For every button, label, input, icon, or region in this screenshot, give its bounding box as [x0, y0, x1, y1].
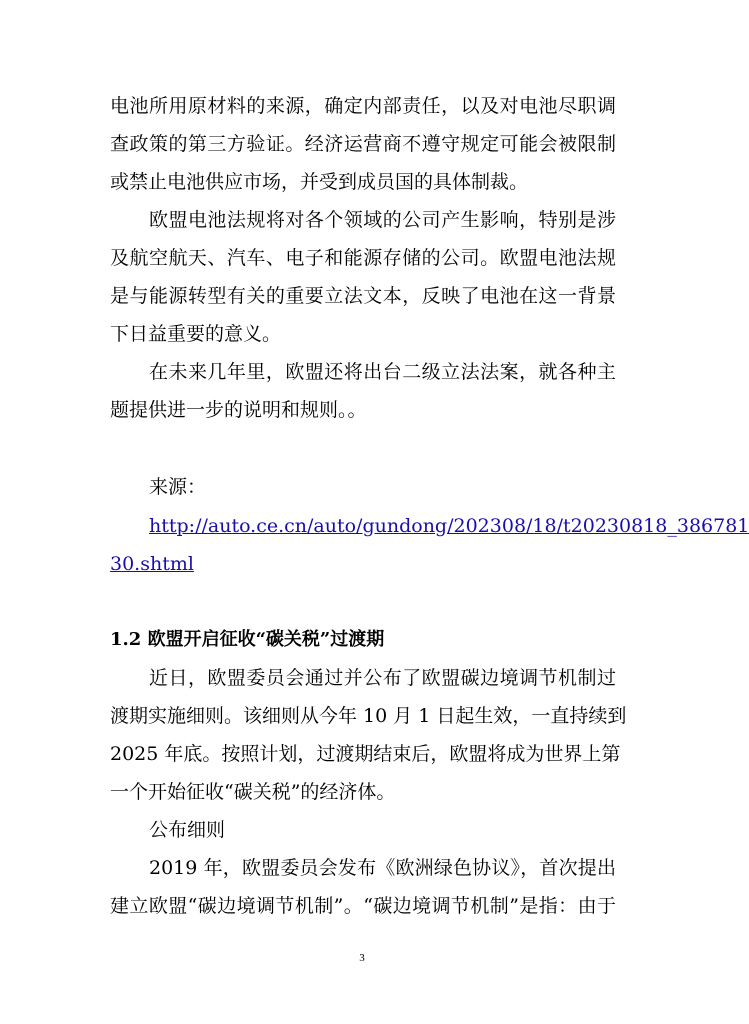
- paragraph-4-line-2: 渡期实施细则。该细则从今年 10 月 1 日起生效，一直持续到: [110, 705, 627, 727]
- paragraph-2-line-2: 及航空航天、汽车、电子和能源存储的公司。欧盟电池法规: [110, 247, 616, 269]
- paragraph-5-line-1: 2019 年，欧盟委员会发布《欧洲绿色协议》，首次提出: [149, 857, 616, 879]
- source-label: 来源：: [149, 476, 207, 498]
- paragraph-4-line-1: 近日，欧盟委员会通过并公布了欧盟碳边境调节机制过: [149, 667, 616, 689]
- source-link-line-1[interactable]: http://auto.ce.cn/auto/gundong/202308/18/t20230818_386781: [149, 515, 749, 537]
- paragraph-3-line-2: 题提供进一步的说明和规则。。: [110, 399, 367, 421]
- paragraph-4-line-4: 一个开始征收“碳关税”的经济体。: [110, 781, 396, 803]
- paragraph-1-line-3: 或禁止电池供应市场，并受到成员国的具体制裁。: [110, 171, 529, 193]
- paragraph-5-line-2: 建立欧盟“碳边境调节机制”。“碳边境调节机制”是指：由于: [110, 895, 616, 917]
- paragraph-2-line-3: 是与能源转型有关的重要立法文本，反映了电池在这一背景: [110, 285, 616, 307]
- paragraph-2-line-4: 下日益重要的意义。: [110, 323, 282, 345]
- page-number: 3: [359, 952, 365, 964]
- paragraph-1-line-2: 查政策的第三方验证。经济运营商不遵守规定可能会被限制: [110, 133, 616, 155]
- section-heading: 1.2 欧盟开启征收“碳关税”过渡期: [110, 629, 385, 650]
- paragraph-4-line-3: 2025 年底。按照计划，过渡期结束后，欧盟将成为世界上第: [110, 743, 621, 765]
- paragraph-2-line-1: 欧盟电池法规将对各个领域的公司产生影响，特别是涉: [149, 209, 616, 231]
- paragraph-1-line-1: 电池所用原材料的来源，确定内部责任，以及对电池尽职调: [110, 95, 616, 117]
- source-link-line-2[interactable]: 30.shtml: [110, 553, 194, 575]
- paragraph-3-line-1: 在未来几年里，欧盟还将出台二级立法法案，就各种主: [149, 361, 616, 383]
- subheading: 公布细则: [149, 819, 226, 841]
